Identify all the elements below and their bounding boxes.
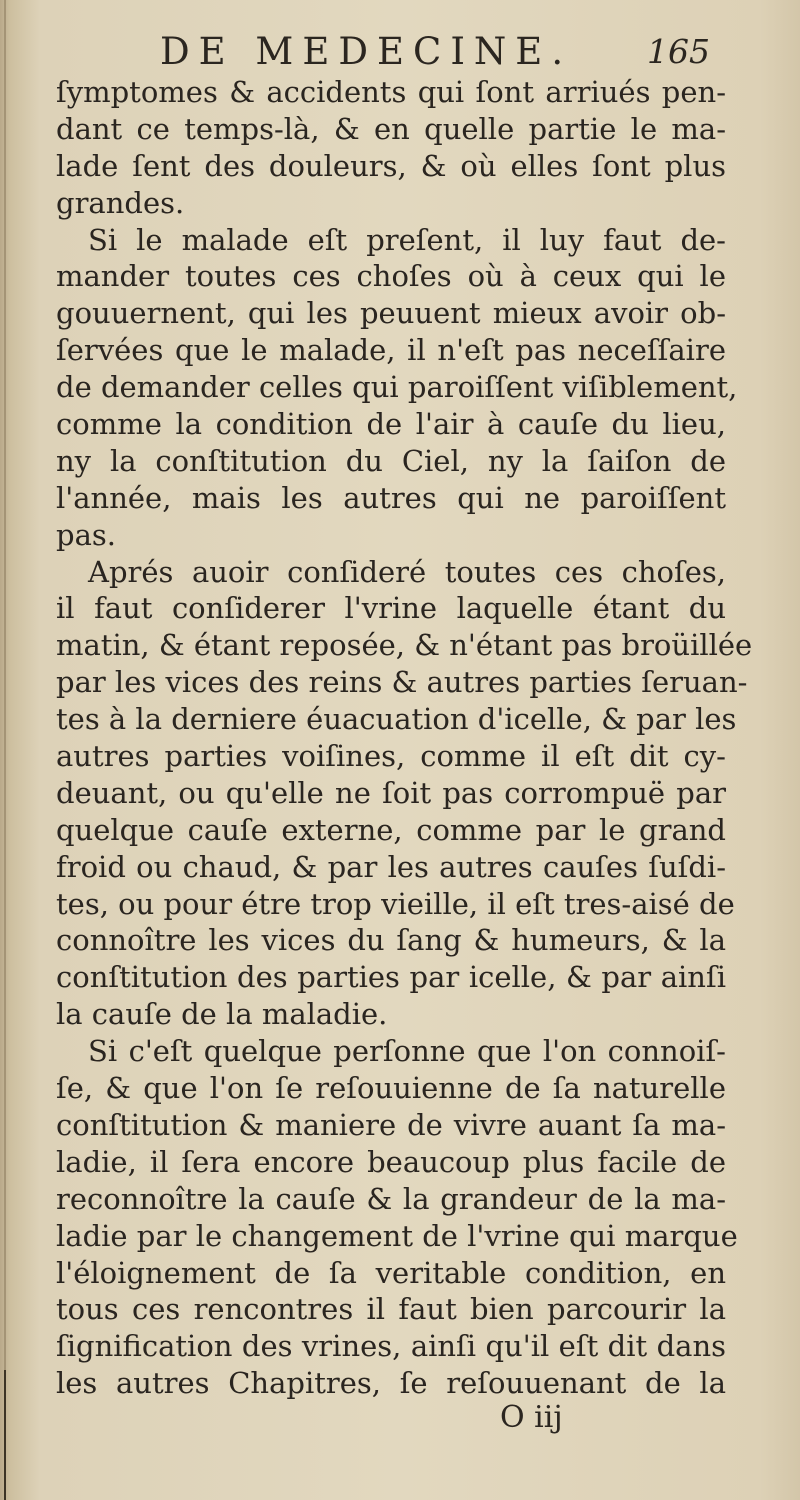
text-line: comme la condition de l'air à cauſe du lieu, — [56, 407, 726, 442]
text-line: de demander celles qui paroiſſent viſiblement, — [56, 370, 738, 405]
text-line: gouuernent, qui les peuuent mieux avoir ob- — [56, 296, 726, 331]
text-line: ſymptomes & accidents qui ſont arriués pen- — [56, 75, 726, 109]
text-line: ladie, il ſera encore beaucoup plus facile de — [56, 1144, 726, 1179]
text-line: froid ou chaud, & par les autres cauſes ſuſdi- — [56, 849, 726, 884]
text-line: ladie par le changement de l'vrine qui marque — [56, 1218, 738, 1253]
text-line: connoître les vices du ſang & humeurs, & la — [56, 923, 726, 958]
text-line: deuant, ou qu'elle ne ſoit pas corrompuë par — [56, 775, 726, 810]
text-line: autres parties voiſines, comme il eſt dit cy- — [56, 739, 726, 774]
running-head — [150, 30, 710, 80]
text-line: tous ces rencontres il faut bien parcourir la — [56, 1292, 726, 1327]
page-number: 165 — [647, 32, 710, 71]
text-line: l'éloignement de ſa veritable condition, en — [56, 1255, 726, 1290]
text-line: ſignification des vrines, ainſi qu'il eſt dit dans — [56, 1329, 726, 1364]
text-line: quelque cauſe externe, comme par le grand — [56, 812, 726, 847]
page-edge-shadow — [4, 0, 6, 1500]
text-line: les autres Chapitres, ſe reſouuenant de la — [56, 1366, 726, 1401]
text-line: la cauſe de la maladie. — [56, 997, 388, 1032]
text-line: par les vices des reins & autres parties ſeruan- — [56, 665, 748, 700]
text-line: grandes. — [56, 185, 185, 220]
text-line: ny la conſtitution du Ciel, ny la ſaiſon de — [56, 443, 726, 478]
running-head-title: DE MEDECINE. — [160, 30, 573, 73]
text-line: ſervées que le malade, il n'eſt pas neceſſaire — [56, 333, 726, 368]
text-line: mander toutes ces choſes où à ceux qui le — [56, 259, 726, 294]
text-line: reconnoître la cauſe & la grandeur de la ma- — [56, 1181, 726, 1216]
text-line: Aprés auoir conſideré toutes ces choſes, — [88, 554, 726, 589]
text-line: ſe, & que l'on ſe reſouuienne de ſa naturelle — [56, 1071, 726, 1106]
text-line: conſtitution & maniere de vivre auant ſa ma- — [56, 1107, 726, 1142]
signature-mark: O iij — [500, 1400, 563, 1435]
text-line: matin, & étant reposée, & n'étant pas broüillée — [56, 628, 753, 663]
text-line: conſtitution des parties par icelle, & par ainſi — [56, 960, 726, 995]
page-edge-dark — [4, 1370, 6, 1500]
text-line: l'année, mais les autres qui ne paroiſſent — [56, 480, 726, 515]
text-line: tes à la derniere éuacuation d'icelle, & par les — [56, 702, 737, 737]
text-line: Si le malade eſt preſent, il luy faut de- — [88, 222, 726, 257]
text-line: dant ce temps-là, & en quelle partie le ma- — [56, 111, 726, 146]
text-line: pas. — [56, 517, 116, 552]
text-line: tes, ou pour étre trop vieille, il eſt tres-aisé de — [56, 886, 735, 921]
text-line: lade ſent des douleurs, & où elles ſont plus — [56, 148, 726, 183]
text-line: il faut conſiderer l'vrine laquelle étant du — [56, 591, 726, 626]
text-line: Si c'eſt quelque perſonne que l'on connoiſ- — [88, 1034, 726, 1069]
body-text — [56, 74, 753, 1402]
